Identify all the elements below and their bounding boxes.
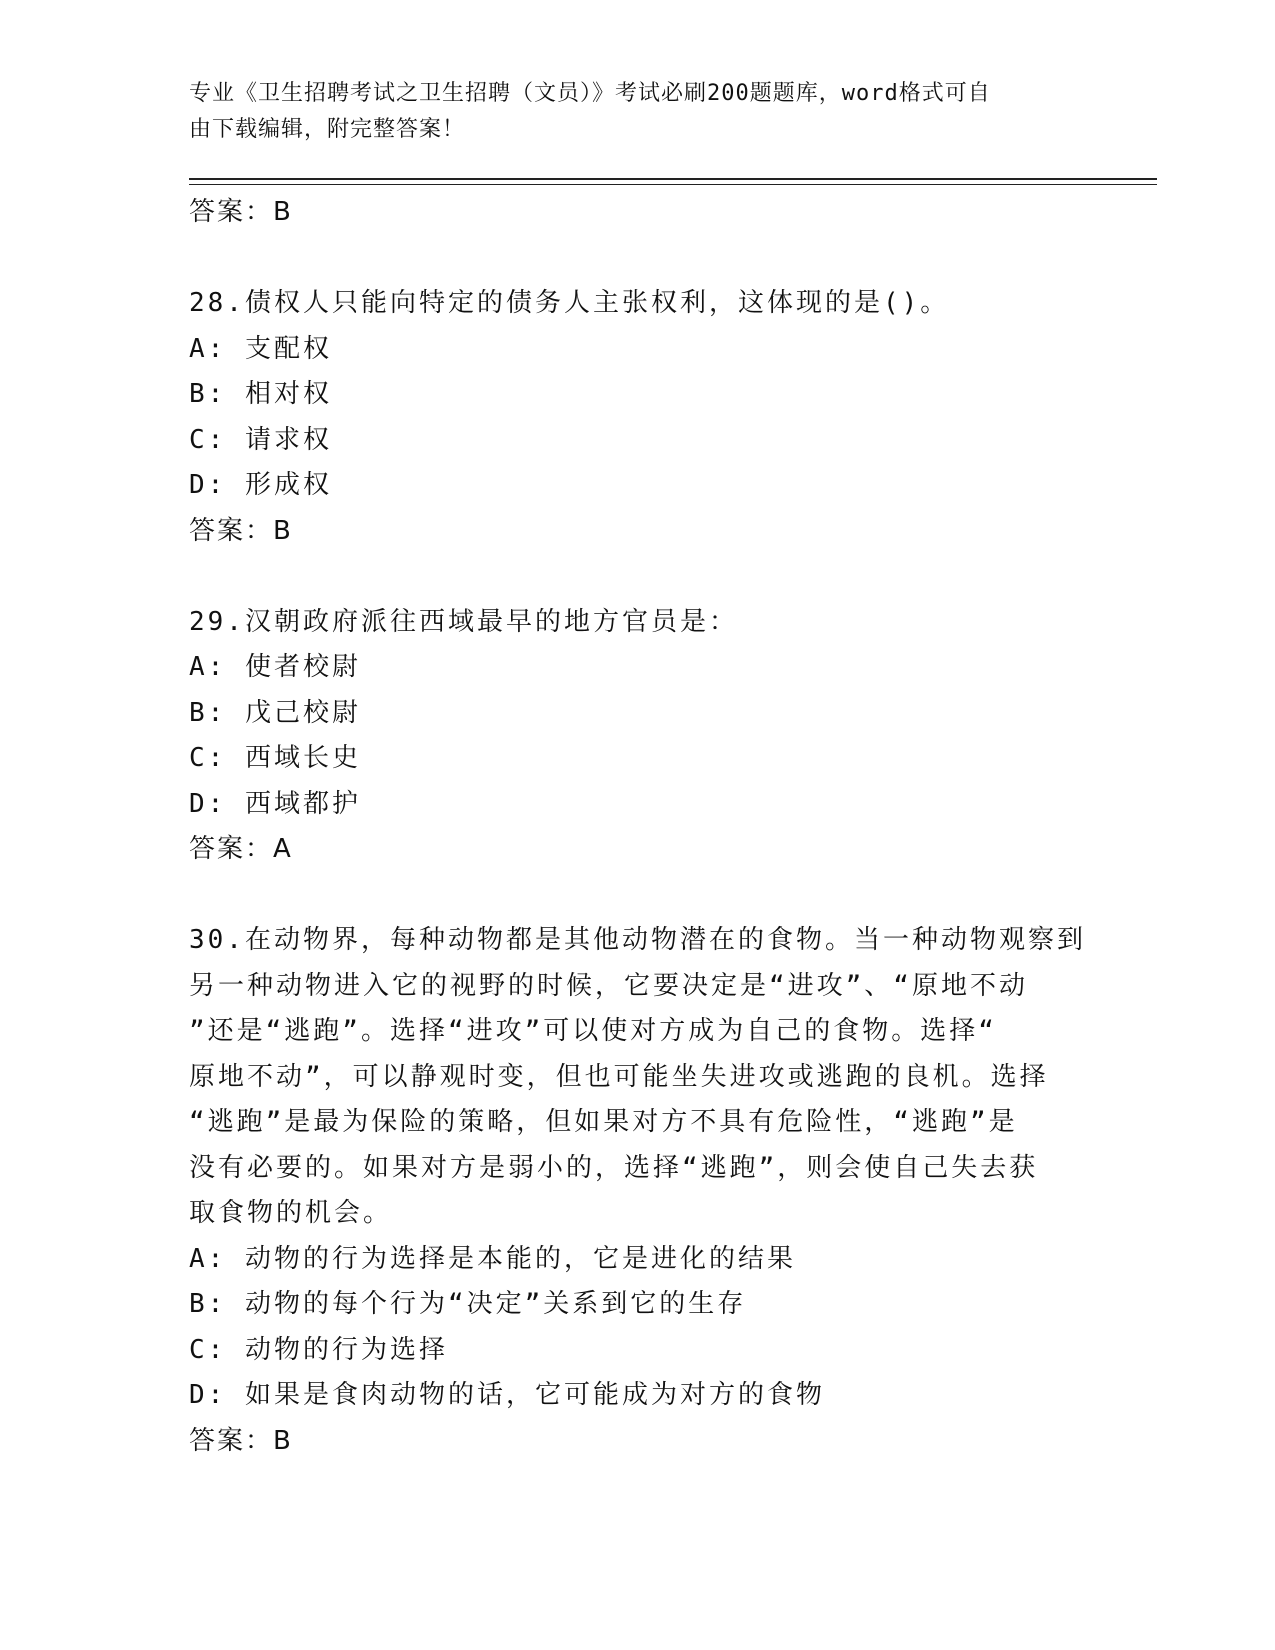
option-d: D: 形成权	[189, 470, 332, 500]
question-30	[189, 918, 1089, 1464]
header-rule-thin	[189, 184, 1157, 185]
document-header	[189, 76, 1069, 148]
question-stem: 29.汉朝政府派往西域最早的地方官员是：	[189, 606, 738, 637]
option-a: A: 支配权	[189, 333, 332, 364]
question-stem-line: “逃跑”是最为保险的策略，但如果对方不具有危险性，“逃跑”是	[189, 1107, 1018, 1137]
question-stem-line: 另一种动物进入它的视野的时候，它要决定是“进攻”、“原地不动	[189, 970, 1028, 1001]
answer-line: 答案：B	[189, 197, 293, 227]
question-stem-line: ”还是“逃跑”。选择“进攻”可以使对方成为自己的食物。选择“	[189, 1016, 997, 1046]
spacer	[189, 554, 1089, 600]
header-line-1: 专业《卫生招聘考试之卫生招聘（文员）》考试必刷200题题库，word格式可自	[189, 81, 991, 106]
question-stem-line: 没有必要的。如果对方是弱小的，选择“逃跑”，则会使自己失去获	[189, 1152, 1039, 1183]
option-b: B: 动物的每个行为“决定”关系到它的生存	[189, 1289, 747, 1319]
question-stem-line: 取食物的机会。	[189, 1198, 393, 1228]
spacer	[189, 236, 1089, 282]
option-a: A: 动物的行为选择是本能的，它是进化的结果	[189, 1243, 796, 1274]
answer-line: 答案：B	[189, 515, 293, 546]
option-c: C: 请求权	[189, 424, 332, 455]
option-c: C: 动物的行为选择	[189, 1334, 448, 1365]
option-a: A: 使者校尉	[189, 652, 361, 682]
question-stem-line: 原地不动”，可以静观时变，但也可能坐失进攻或逃跑的良机。选择	[189, 1061, 1049, 1092]
document-body	[189, 190, 1089, 1464]
header-line-2: 由下载编辑，附完整答案！	[189, 117, 466, 142]
option-b: B: 戊己校尉	[189, 697, 361, 728]
question-stem-line: 30.在动物界，每种动物都是其他动物潜在的食物。当一种动物观察到	[189, 925, 1086, 955]
option-d: D: 西域都护	[189, 788, 361, 819]
question-29	[189, 600, 1089, 873]
answer-line: 答案：A	[189, 834, 293, 864]
option-d: D: 如果是食肉动物的话，它可能成为对方的食物	[189, 1380, 825, 1410]
question-28	[189, 281, 1089, 554]
question-stem: 28.债权人只能向特定的债务人主张权利，这体现的是()。	[189, 288, 950, 318]
spacer	[189, 873, 1089, 919]
option-c: C: 西域长史	[189, 743, 361, 773]
header-rule-thick	[189, 178, 1157, 180]
option-b: B: 相对权	[189, 379, 332, 409]
answer-line: 答案：B	[189, 1425, 293, 1456]
